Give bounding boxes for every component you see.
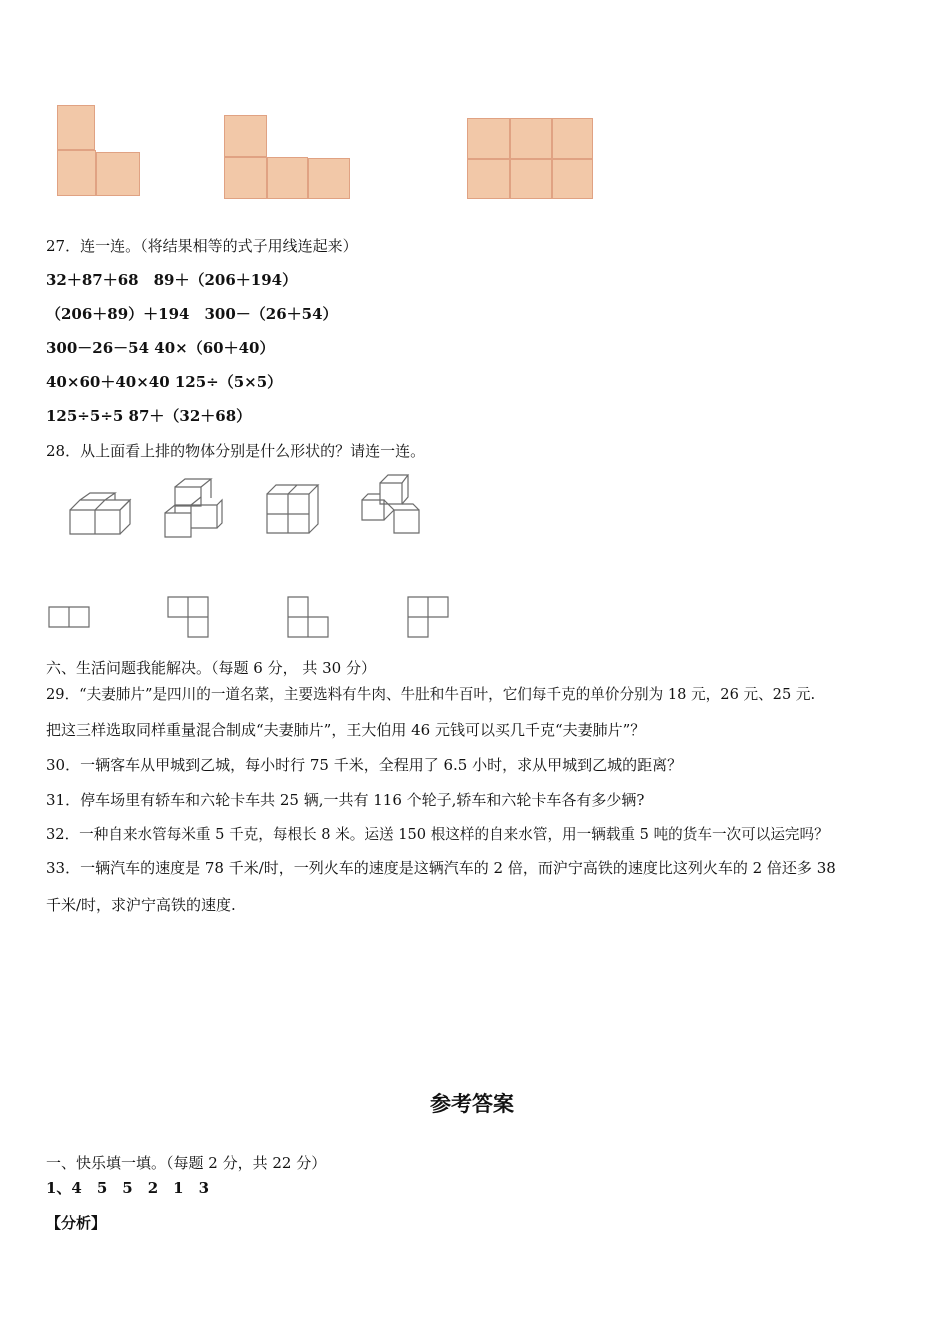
q28-prompt: 28．从上面看上排的物体分别是什么形状的？请连一连。 (46, 442, 426, 460)
q27-row-4: 40×60＋40×40 125÷（5×5） (46, 373, 283, 391)
top-view-4 (408, 597, 448, 637)
q29-line-2: 把这三样选取同样重量混合制成“夫妻肺片”，王大伯用 46 元钱可以买几千克“夫妻肺片”？ (46, 721, 646, 739)
answers-section-1: 一、快乐填一填。（每题 2 分，共 22 分） (46, 1154, 327, 1172)
top-view-3 (288, 597, 328, 637)
answers-title: 参考答案 (430, 1092, 514, 1116)
answer-1: 1、4 5 5 2 1 3 (46, 1179, 210, 1197)
top-view-1 (49, 607, 89, 627)
analysis-label: 【分析】 (46, 1214, 107, 1232)
q27-row-3: 300－26－54 40×（60＋40） (46, 339, 275, 357)
q27-row-1: 32＋87＋68 89＋（206＋194） (46, 271, 298, 289)
q30-text: 30．一辆客车从甲城到乙城，每小时行 75 千米，全程用了 6.5 小时，求从甲城到乙城的距离？ (46, 756, 683, 774)
q27-row-5: 125÷5÷5 87＋（32＋68） (46, 407, 252, 425)
q31-text: 31．停车场里有轿车和六轮卡车共 25 辆,一共有 116 个轮子,轿车和六轮卡车各有多少辆? (46, 791, 645, 809)
q32-text: 32．一种自来水管每米重 5 千克，每根长 8 米。运送 150 根这样的自来水管，用一辆载重 5 吨的货车一次可以运完吗？ (46, 826, 829, 843)
q27-prompt: 27．连一连。（将结果相等的式子用线连起来） (46, 237, 358, 255)
q27-row-2: （206＋89）＋194 300－（26＋54） (46, 305, 338, 323)
q33-line-1: 33．一辆汽车的速度是 78 千米/时，一列火车的速度是这辆汽车的 2 倍，而沪宁高铁的速度比这列火车的 2 倍还多 38 (46, 859, 836, 877)
q29-line-1: 29．“夫妻肺片”是四川的一道名菜，主要选料有牛肉、牛肚和牛百叶，它们每千克的单价分别为 18 元，26 元、25 元. (46, 686, 816, 703)
section-6-heading: 六、生活问题我能解决。（每题 6 分， 共 30 分） (46, 659, 376, 677)
top-view-2 (168, 597, 208, 637)
q33-line-2: 千米/时，求沪宁高铁的速度. (46, 896, 236, 914)
